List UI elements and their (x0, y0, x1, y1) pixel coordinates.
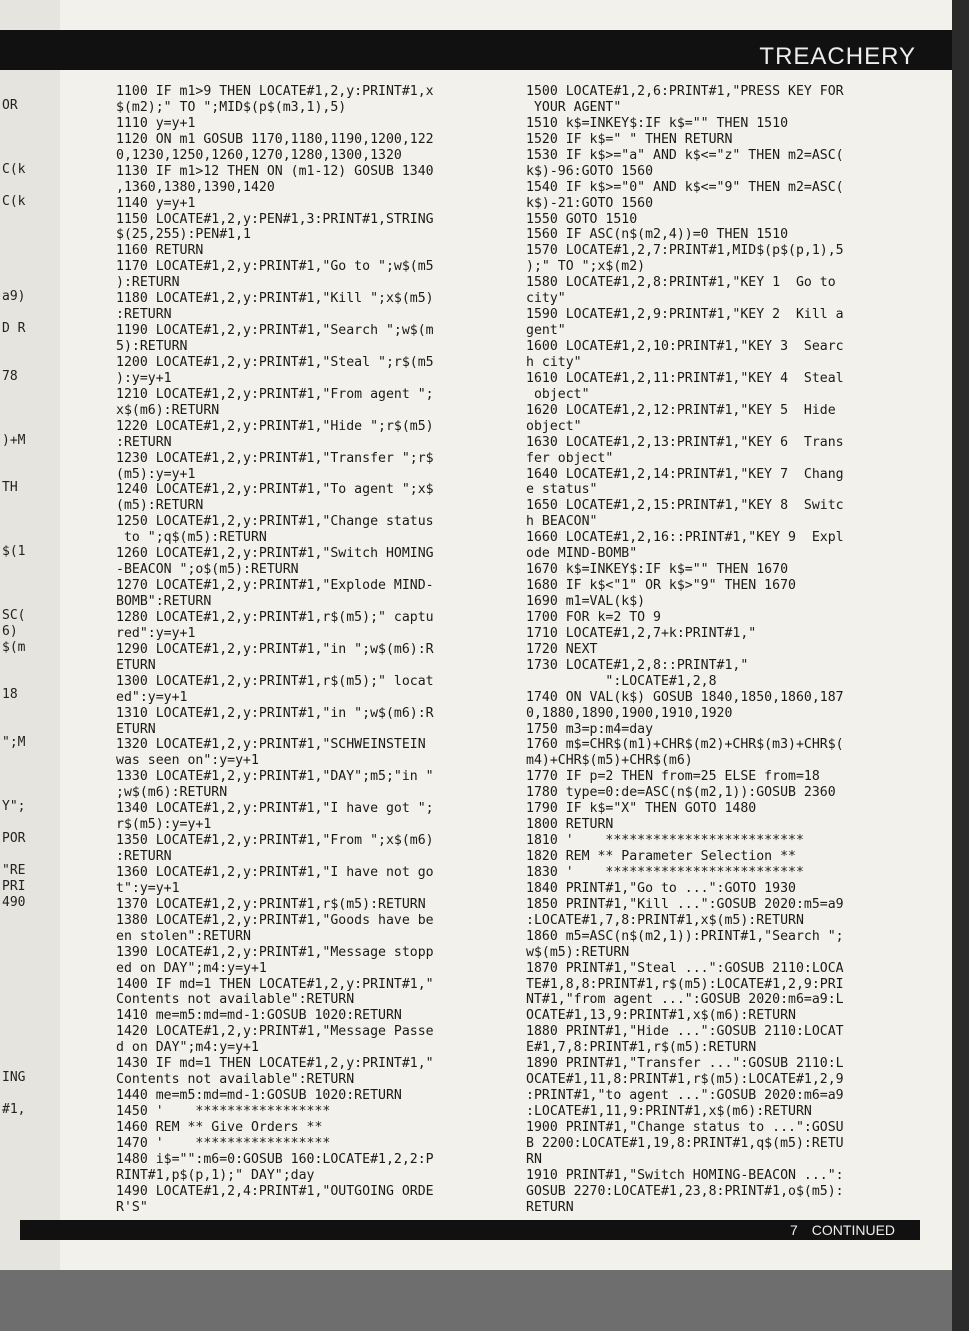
gutter-fragment: ";M (2, 735, 26, 751)
gutter-fragment: PRI (2, 878, 26, 894)
gutter-fragment: $(1 (2, 544, 26, 560)
right-line: 1710 LOCATE#1,2,7+k:PRINT#1," (526, 625, 757, 641)
left-line: 1270 LOCATE#1,2,y:PRINT#1,"Explode MIND- (116, 578, 434, 594)
right-line: 1860 m5=ASC(n$(m2,1)):PRINT#1,"Search "; (526, 928, 844, 944)
left-line: 1360 LOCATE#1,2,y:PRINT#1,"I have not go (116, 864, 434, 880)
left-line: (m5):RETURN (116, 498, 204, 514)
left-line: 1310 LOCATE#1,2,y:PRINT#1,"in ";w$(m6):R (116, 705, 434, 721)
right-line: 1600 LOCATE#1,2,10:PRINT#1,"KEY 3 Searc (526, 339, 844, 354)
listing-left-column (116, 84, 434, 1216)
right-line: 1900 PRINT#1,"Change status to ...":GOSU (526, 1119, 844, 1135)
left-line: 1440 me=m5:md=md-1:GOSUB 1020:RETURN (116, 1088, 402, 1104)
left-line: 1420 LOCATE#1,2,y:PRINT#1,"Message Passe (116, 1024, 434, 1040)
right-line: 1680 IF k$<"1" OR k$>"9" THEN 1670 (526, 578, 796, 594)
left-line: $(m2);" TO ";MID$(p$(m3,1),5) (116, 99, 347, 115)
right-line: 1500 LOCATE#1,2,6:PRINT#1,"PRESS KEY FOR (526, 84, 844, 99)
gutter-fragment: $(m (2, 639, 26, 655)
left-line: BOMB":RETURN (116, 594, 212, 609)
left-line: was seen on":y=y+1 (116, 753, 259, 769)
gutter-fragment: SC( (2, 607, 26, 623)
left-line: ed on DAY";m4:y=y+1 (116, 960, 267, 976)
right-line: fer object" (526, 450, 614, 466)
left-line: ETURN (116, 721, 156, 737)
right-line: 0,1880,1890,1900,1910,1920 (526, 705, 733, 721)
left-line: 1180 LOCATE#1,2,y:PRINT#1,"Kill ";x$(m5) (116, 291, 434, 307)
gutter-fragment: ING (2, 1069, 26, 1085)
left-line: Contents not available":RETURN (116, 1072, 355, 1088)
right-line: 1910 PRINT#1,"Switch HOMING-BEACON ...": (526, 1167, 844, 1183)
right-line: 1570 LOCATE#1,2,7:PRINT#1,MID$(p$(p,1),5 (526, 243, 844, 259)
left-line: 1250 LOCATE#1,2,y:PRINT#1,"Change status (116, 514, 434, 530)
right-line: 1720 NEXT (526, 641, 598, 657)
left-line: 1350 LOCATE#1,2,y:PRINT#1,"From ";x$(m6) (116, 833, 434, 849)
right-line: 1520 IF k$=" " THEN RETURN (526, 131, 733, 147)
left-line: 0,1230,1250,1260,1270,1280,1300,1320 (116, 147, 402, 163)
right-line: city" (526, 291, 566, 307)
left-line: red":y=y+1 (116, 625, 196, 641)
right-line: e status" (526, 482, 598, 498)
left-line: :RETURN (116, 434, 172, 450)
right-line: 1690 m1=VAL(k$) (526, 594, 646, 609)
left-line: d on DAY";m4:y=y+1 (116, 1040, 259, 1056)
right-line: h BEACON" (526, 514, 598, 530)
left-line: ETURN (116, 657, 156, 673)
right-line: 1740 ON VAL(k$) GOSUB 1840,1850,1860,187 (526, 689, 844, 705)
gutter-fragment: 78 (2, 368, 18, 384)
left-line: 1300 LOCATE#1,2,y:PRINT#1,r$(m5);" locat (116, 673, 434, 689)
gutter-fragment: 490 (2, 894, 26, 910)
left-line: RINT#1,p$(p,1);" DAY";day (116, 1167, 315, 1183)
page-title: TREACHERY (759, 43, 916, 70)
right-line: 1890 PRINT#1,"Transfer ...":GOSUB 2110:L (526, 1056, 844, 1072)
left-line: 1220 LOCATE#1,2,y:PRINT#1,"Hide ";r$(m5) (116, 418, 434, 434)
left-line: 1480 i$="":m6=0:GOSUB 160:LOCATE#1,2,2:P (116, 1151, 434, 1167)
gutter-fragment: "RE (2, 862, 26, 878)
gutter-fragment: )+M (2, 432, 26, 448)
left-line: 1320 LOCATE#1,2,y:PRINT#1,"SCHWEINSTEIN (116, 737, 426, 753)
left-line: :RETURN (116, 849, 172, 864)
right-line: 1780 type=0:de=ASC(n$(m2,1)):GOSUB 2360 (526, 785, 836, 801)
left-line: 1190 LOCATE#1,2,y:PRINT#1,"Search ";w$(m (116, 323, 434, 339)
right-line: 1510 k$=INKEY$:IF k$="" THEN 1510 (526, 115, 789, 131)
right-line: 1850 PRINT#1,"Kill ...":GOSUB 2020:m5=a9 (526, 896, 844, 912)
right-line: 1590 LOCATE#1,2,9:PRINT#1,"KEY 2 Kill a (526, 307, 844, 323)
left-line: 5):RETURN (116, 339, 188, 354)
right-line: 1870 PRINT#1,"Steal ...":GOSUB 2110:LOCA (526, 960, 844, 976)
right-line: TE#1,8,8:PRINT#1,r$(m5):LOCATE#1,2,9:PRI (526, 976, 844, 992)
left-line: 1100 IF m1>9 THEN LOCATE#1,2,y:PRINT#1,x (116, 84, 434, 99)
left-line: 1160 RETURN (116, 243, 204, 259)
right-line: :LOCATE#1,7,8:PRINT#1,x$(m5):RETURN (526, 912, 804, 928)
right-line: 1840 PRINT#1,"Go to ...":GOTO 1930 (526, 880, 796, 896)
right-line: 1800 RETURN (526, 817, 614, 833)
right-line: 1620 LOCATE#1,2,12:PRINT#1,"KEY 5 Hide (526, 402, 836, 418)
right-line: OCATE#1,13,9:PRINT#1,x$(m6):RETURN (526, 1008, 796, 1024)
left-line: 1260 LOCATE#1,2,y:PRINT#1,"Switch HOMING (116, 546, 434, 562)
right-line: 1580 LOCATE#1,2,8:PRINT#1,"KEY 1 Go to (526, 275, 836, 291)
page-number: 7 (790, 1222, 798, 1238)
left-line: Contents not available":RETURN (116, 992, 355, 1008)
left-line: 1290 LOCATE#1,2,y:PRINT#1,"in ";w$(m6):R (116, 641, 434, 657)
right-line: 1790 IF k$="X" THEN GOTO 1480 (526, 801, 757, 817)
right-line: E#1,7,8:PRINT#1,r$(m5):RETURN (526, 1040, 757, 1056)
right-line: YOUR AGENT" (526, 99, 622, 115)
right-line: m4)+CHR$(m5)+CHR$(m6) (526, 753, 693, 769)
gutter-fragment: OR (2, 98, 18, 113)
right-line: ode MIND-BOMB" (526, 546, 638, 562)
left-line: 1410 me=m5:md=md-1:GOSUB 1020:RETURN (116, 1008, 402, 1024)
right-line: GOSUB 2270:LOCATE#1,23,8:PRINT#1,o$(m5): (526, 1183, 844, 1199)
scan-edge-right (952, 0, 969, 1331)
right-line: :PRINT#1,"to agent ...":GOSUB 2020:m6=a9 (526, 1088, 844, 1104)
left-line: 1340 LOCATE#1,2,y:PRINT#1,"I have got "; (116, 801, 434, 817)
left-line: 1450 ' ***************** (116, 1104, 331, 1119)
left-line: to ";q$(m5):RETURN (116, 530, 267, 546)
gutter-fragment: POR (2, 830, 26, 846)
right-line: 1880 PRINT#1,"Hide ...":GOSUB 2110:LOCAT (526, 1024, 844, 1040)
left-line: t":y=y+1 (116, 880, 180, 896)
right-line: 1530 IF k$>="a" AND k$<="z" THEN m2=ASC( (526, 147, 844, 163)
right-line: 1770 IF p=2 THEN from=25 ELSE from=18 (526, 769, 820, 785)
left-line: ed":y=y+1 (116, 689, 188, 705)
right-line: NT#1,"from agent ...":GOSUB 2020:m6=a9:L (526, 992, 844, 1008)
right-line: 1630 LOCATE#1,2,13:PRINT#1,"KEY 6 Trans (526, 434, 844, 450)
gutter-header-bar (0, 30, 60, 70)
footer (790, 1222, 895, 1238)
left-line: R'S" (116, 1199, 148, 1215)
right-line: 1560 IF ASC(n$(m2,4))=0 THEN 1510 (526, 227, 789, 243)
right-line: 1610 LOCATE#1,2,11:PRINT#1,"KEY 4 Steal (526, 370, 844, 386)
left-line: x$(m6):RETURN (116, 402, 220, 418)
left-line: ):RETURN (116, 275, 180, 291)
gutter-fragment: C(k (2, 161, 26, 177)
right-line: 1550 GOTO 1510 (526, 211, 638, 227)
left-line: (m5):y=y+1 (116, 466, 196, 482)
left-line: 1120 ON m1 GOSUB 1170,1180,1190,1200,122 (116, 131, 434, 147)
left-line: 1130 IF m1>12 THEN ON (m1-12) GOSUB 1340 (116, 163, 434, 179)
left-line: 1210 LOCATE#1,2,y:PRINT#1,"From agent "; (116, 386, 434, 402)
gutter-fragment: 6) (2, 623, 18, 639)
left-line: 1170 LOCATE#1,2,y:PRINT#1,"Go to ";w$(m5 (116, 259, 434, 275)
gutter-fragment: TH (2, 480, 18, 496)
left-line: -BEACON ";o$(m5):RETURN (116, 562, 299, 578)
left-line: 1230 LOCATE#1,2,y:PRINT#1,"Transfer ";r$ (116, 450, 434, 466)
previous-page-gutter (0, 0, 60, 1270)
left-line: 1110 y=y+1 (116, 115, 196, 131)
right-line: 1750 m3=p:m4=day (526, 721, 654, 737)
left-line: 1430 IF md=1 THEN LOCATE#1,2,y:PRINT#1," (116, 1056, 434, 1072)
right-line: 1640 LOCATE#1,2,14:PRINT#1,"KEY 7 Chang (526, 466, 844, 482)
right-line: 1700 FOR k=2 TO 9 (526, 609, 661, 625)
left-line: 1240 LOCATE#1,2,y:PRINT#1,"To agent ";x$ (116, 482, 434, 498)
right-line: ":LOCATE#1,2,8 (526, 673, 717, 689)
right-line: );" TO ";x$(m2) (526, 259, 646, 275)
left-line: 1200 LOCATE#1,2,y:PRINT#1,"Steal ";r$(m5 (116, 354, 434, 370)
right-line: object" (526, 386, 590, 402)
left-line: en stolen":RETURN (116, 928, 251, 944)
gutter-fragment: D R (2, 321, 26, 337)
left-line: ):y=y+1 (116, 370, 172, 386)
left-line: 1370 LOCATE#1,2,y:PRINT#1,r$(m5):RETURN (116, 896, 426, 912)
right-line: 1730 LOCATE#1,2,8::PRINT#1," (526, 657, 749, 673)
gutter-fragment: #1, (2, 1101, 26, 1117)
right-line: 1650 LOCATE#1,2,15:PRINT#1,"KEY 8 Switc (526, 498, 844, 514)
listing-right-column (526, 84, 844, 1216)
footer-bar (20, 1220, 920, 1240)
left-line: 1460 REM ** Give Orders ** (116, 1119, 323, 1135)
left-line: 1490 LOCATE#1,2,4:PRINT#1,"OUTGOING ORDE (116, 1183, 434, 1199)
right-line: 1660 LOCATE#1,2,16::PRINT#1,"KEY 9 Expl (526, 530, 844, 546)
right-line: 1810 ' ************************* (526, 833, 804, 849)
continued-label: CONTINUED (811, 1222, 896, 1238)
left-line: :RETURN (116, 307, 172, 323)
gutter-fragment: Y"; (2, 798, 26, 814)
left-line: 1140 y=y+1 (116, 195, 196, 211)
right-line: RN (526, 1151, 542, 1167)
left-line: r$(m5):y=y+1 (116, 817, 212, 833)
right-line: k$)-96:GOTO 1560 (526, 163, 654, 179)
right-line: :LOCATE#1,11,9:PRINT#1,x$(m6):RETURN (526, 1104, 812, 1119)
right-line: w$(m5):RETURN (526, 944, 630, 960)
left-line: 1330 LOCATE#1,2,y:PRINT#1,"DAY";m5;"in " (116, 769, 434, 785)
right-line: 1820 REM ** Parameter Selection ** (526, 849, 796, 864)
right-line: RETURN (526, 1199, 574, 1215)
gutter-fragment: a9) (2, 289, 26, 305)
gutter-fragment: 18 (2, 687, 18, 703)
scan-edge-bottom (0, 1270, 952, 1331)
left-line: 1380 LOCATE#1,2,y:PRINT#1,"Goods have be (116, 912, 434, 928)
right-line: k$)-21:GOTO 1560 (526, 195, 654, 211)
left-line: 1470 ' ***************** (116, 1135, 331, 1151)
right-line: 1670 k$=INKEY$:IF k$="" THEN 1670 (526, 562, 789, 578)
left-line: 1280 LOCATE#1,2,y:PRINT#1,r$(m5);" captu (116, 609, 434, 625)
gutter-fragment: C(k (2, 193, 26, 209)
left-line: $(25,255):PEN#1,1 (116, 227, 251, 243)
right-line: h city" (526, 354, 582, 370)
left-line: 1390 LOCATE#1,2,y:PRINT#1,"Message stopp (116, 944, 434, 960)
left-line: ,1360,1380,1390,1420 (116, 179, 275, 195)
left-line: 1400 IF md=1 THEN LOCATE#1,2,y:PRINT#1," (116, 976, 434, 992)
right-line: gent" (526, 323, 566, 339)
right-line: B 2200:LOCATE#1,19,8:PRINT#1,q$(m5):RETU (526, 1135, 844, 1151)
right-line: object" (526, 418, 582, 434)
left-line: ;w$(m6):RETURN (116, 785, 228, 801)
right-line: OCATE#1,11,8:PRINT#1,r$(m5):LOCATE#1,2,9 (526, 1072, 844, 1088)
right-line: 1830 ' ************************* (526, 864, 804, 880)
right-line: 1540 IF k$>="0" AND k$<="9" THEN m2=ASC( (526, 179, 844, 195)
left-line: 1150 LOCATE#1,2,y:PEN#1,3:PRINT#1,STRING (116, 211, 434, 227)
right-line: 1760 m$=CHR$(m1)+CHR$(m2)+CHR$(m3)+CHR$( (526, 737, 844, 753)
